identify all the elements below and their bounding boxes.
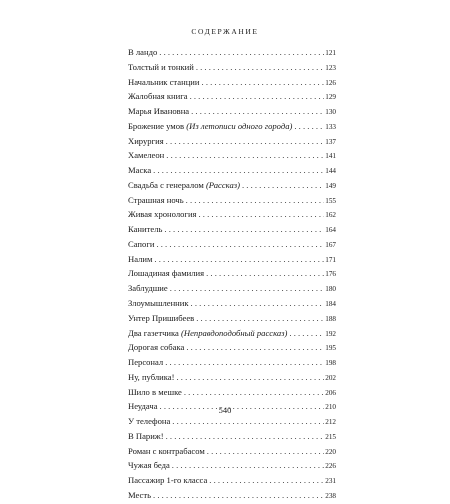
toc-entry-title <box>128 222 164 237</box>
toc-entry-subtitle: (Из летописи одного города) <box>186 120 293 131</box>
toc-entry-title-text: Брожение умов <box>128 120 185 131</box>
toc-entry-page: 212 <box>325 418 336 427</box>
toc-entry <box>128 134 336 149</box>
toc-entry-page: 155 <box>325 196 336 205</box>
toc-entry-title-text: Страшная ночь <box>128 194 184 205</box>
table-of-contents <box>128 45 336 503</box>
toc-entry-page: 121 <box>325 49 336 57</box>
toc-entry <box>128 355 336 370</box>
toc-dot-leader <box>191 296 325 311</box>
toc-entry-title-text: Жалобная книга <box>128 91 188 102</box>
toc-dot-leader <box>186 193 325 208</box>
toc-entry-page: 206 <box>325 388 336 397</box>
toc-entry-page: 238 <box>325 491 336 500</box>
toc-entry-title-text: Пассажир 1-го класса <box>128 475 208 486</box>
toc-entry-title-text: Хамелеон <box>128 150 165 161</box>
toc-dot-leader <box>166 134 325 149</box>
toc-entry-title-text: Маска <box>128 165 152 176</box>
toc-entry-page: 130 <box>325 108 336 117</box>
toc-entry <box>128 45 336 60</box>
toc-entry <box>128 385 336 400</box>
toc-entry-title <box>128 45 159 60</box>
toc-entry-title-text: Персонал <box>128 357 164 368</box>
toc-entry-title <box>128 385 184 400</box>
toc-entry-page: 195 <box>325 344 336 353</box>
toc-entry <box>128 414 336 429</box>
toc-entry <box>128 326 336 341</box>
toc-entry-title <box>128 370 177 385</box>
toc-dot-leader <box>165 355 324 370</box>
toc-entry-title <box>128 458 172 473</box>
toc-entry <box>128 370 336 385</box>
toc-entry-page: 164 <box>325 226 336 235</box>
toc-entry-title-text: Унтер Пришибеев <box>128 312 195 323</box>
toc-entry-page: 162 <box>325 211 336 220</box>
toc-entry <box>128 311 336 326</box>
page-number: 540 <box>218 405 232 415</box>
toc-entry-title <box>128 326 289 341</box>
toc-dot-leader <box>209 473 324 488</box>
toc-entry-title <box>128 193 186 208</box>
toc-entry-title-text: Месть <box>128 489 152 500</box>
toc-entry-page: 133 <box>325 122 336 131</box>
toc-dot-leader <box>166 429 325 444</box>
toc-entry-title-text: Два газетчика <box>128 327 179 338</box>
toc-dot-leader <box>289 326 324 341</box>
toc-entry-title-text: Злоумышленник <box>128 298 189 309</box>
toc-dot-leader <box>196 311 324 326</box>
toc-entry <box>128 444 336 459</box>
toc-entry-title <box>128 148 166 163</box>
toc-entry <box>128 429 336 444</box>
toc-entry-title-text: Толстый и тонкий <box>128 61 194 72</box>
toc-entry-title <box>128 207 199 222</box>
toc-entry-title <box>128 429 166 444</box>
toc-dot-leader <box>184 385 324 400</box>
toc-entry <box>128 488 336 503</box>
toc-entry-title <box>128 134 166 149</box>
toc-dot-leader <box>153 488 324 503</box>
toc-entry-page: 192 <box>325 329 336 338</box>
toc-entry-title-text: В Париж! <box>128 430 164 441</box>
toc-dot-leader <box>191 104 324 119</box>
toc-entry-title <box>128 281 170 296</box>
toc-entry <box>128 104 336 119</box>
toc-dot-leader <box>294 119 324 134</box>
toc-entry-title-text: Дорогая собака <box>128 342 185 353</box>
toc-entry-title <box>128 252 154 267</box>
toc-entry-page: 226 <box>325 462 336 471</box>
toc-entry <box>128 119 336 134</box>
toc-entry-title <box>128 296 191 311</box>
toc-entry <box>128 222 336 237</box>
toc-dot-leader <box>156 237 324 252</box>
toc-entry-title-text: Сапоги <box>128 238 155 249</box>
toc-entry-page: 188 <box>325 314 336 323</box>
toc-entry <box>128 266 336 281</box>
toc-dot-leader <box>199 207 325 222</box>
toc-dot-leader <box>206 266 324 281</box>
toc-dot-leader <box>164 222 324 237</box>
toc-dot-leader <box>242 178 324 193</box>
toc-dot-leader <box>207 444 324 459</box>
toc-entry-page: 231 <box>325 477 336 486</box>
toc-entry-subtitle: (Рассказ) <box>205 179 240 190</box>
toc-entry <box>128 163 336 178</box>
toc-entry-title-text: В ландо <box>128 47 158 57</box>
toc-entry-title-text: Свадьба с генералом <box>128 179 204 190</box>
toc-entry-title-text: Чужая беда <box>128 460 170 471</box>
toc-entry <box>128 340 336 355</box>
toc-entry <box>128 178 336 193</box>
toc-dot-leader <box>196 60 324 75</box>
toc-entry-page: 215 <box>325 432 336 441</box>
toc-entry <box>128 458 336 473</box>
toc-entry-title-text: Хирургия <box>128 135 164 146</box>
toc-entry-title <box>128 178 242 193</box>
toc-entry-title-text: Марья Ивановна <box>128 106 190 117</box>
toc-entry <box>128 252 336 267</box>
toc-entry-title <box>128 60 196 75</box>
toc-entry-page: 123 <box>325 63 336 72</box>
toc-entry-title <box>128 444 207 459</box>
toc-entry-subtitle: (Неправдоподобный рассказ) <box>181 327 288 338</box>
toc-entry <box>128 473 336 488</box>
toc-entry <box>128 193 336 208</box>
toc-dot-leader <box>177 370 325 385</box>
toc-entry-page: 171 <box>325 255 336 264</box>
toc-entry-title <box>128 163 153 178</box>
toc-entry <box>128 148 336 163</box>
toc-entry-title <box>128 488 153 503</box>
toc-entry-page: 129 <box>325 93 336 102</box>
toc-entry-page: 144 <box>325 167 336 176</box>
toc-entry-title <box>128 355 165 370</box>
toc-entry-page: 137 <box>325 137 336 146</box>
toc-entry-title-text: Канитель <box>128 224 163 235</box>
toc-entry-title-text: Неудача <box>128 401 158 412</box>
toc-dot-leader <box>172 458 324 473</box>
toc-entry-title-text: Шило в мешке <box>128 386 182 397</box>
toc-entry-page: 202 <box>325 373 336 382</box>
toc-entry-page: 184 <box>325 300 336 309</box>
toc-entry-page: 141 <box>325 152 336 161</box>
toc-entry-title <box>128 119 294 134</box>
toc-entry-title-text: Живая хронология <box>128 209 197 220</box>
toc-entry-page: 180 <box>325 285 336 294</box>
toc-entry-title-text: Налим <box>128 253 153 264</box>
toc-entry-page: 176 <box>325 270 336 279</box>
toc-entry-title <box>128 473 209 488</box>
toc-entry <box>128 281 336 296</box>
toc-entry <box>128 75 336 90</box>
toc-entry <box>128 60 336 75</box>
toc-entry-title-text: Лошадиная фамилия <box>128 268 205 279</box>
toc-entry <box>128 237 336 252</box>
toc-entry <box>128 296 336 311</box>
toc-entry-title-text: Заблудшие <box>128 283 168 294</box>
toc-dot-leader <box>190 89 325 104</box>
toc-heading: СОДЕРЖАНИЕ <box>191 27 259 36</box>
toc-entry-page: 167 <box>325 240 336 249</box>
toc-dot-leader <box>166 148 324 163</box>
toc-entry-title <box>128 237 156 252</box>
toc-entry-title-text: У телефона <box>128 416 171 427</box>
toc-entry-title <box>128 266 206 281</box>
toc-dot-leader <box>154 252 324 267</box>
toc-entry-title <box>128 89 190 104</box>
toc-dot-leader <box>172 414 324 429</box>
toc-entry-title <box>128 75 202 90</box>
toc-entry-page: 149 <box>325 181 336 190</box>
toc-entry-page: 220 <box>325 447 336 456</box>
toc-entry-title <box>128 340 186 355</box>
toc-entry-title-text: Начальник станции <box>128 76 200 87</box>
toc-entry-page: 126 <box>325 78 336 87</box>
toc-entry-title-text: Роман с контрабасом <box>128 445 205 456</box>
toc-entry <box>128 89 336 104</box>
toc-entry-title <box>128 414 172 429</box>
toc-dot-leader <box>153 163 324 178</box>
toc-dot-leader <box>202 75 325 90</box>
toc-entry-title-text: Ну, публика! <box>128 371 175 382</box>
toc-entry-title <box>128 104 191 119</box>
toc-entry-page: 210 <box>325 403 336 412</box>
toc-entry-page: 198 <box>325 359 336 368</box>
toc-dot-leader <box>186 340 324 355</box>
toc-entry <box>128 207 336 222</box>
toc-entry-title <box>128 311 196 326</box>
toc-dot-leader <box>170 281 324 296</box>
toc-dot-leader <box>159 45 324 60</box>
